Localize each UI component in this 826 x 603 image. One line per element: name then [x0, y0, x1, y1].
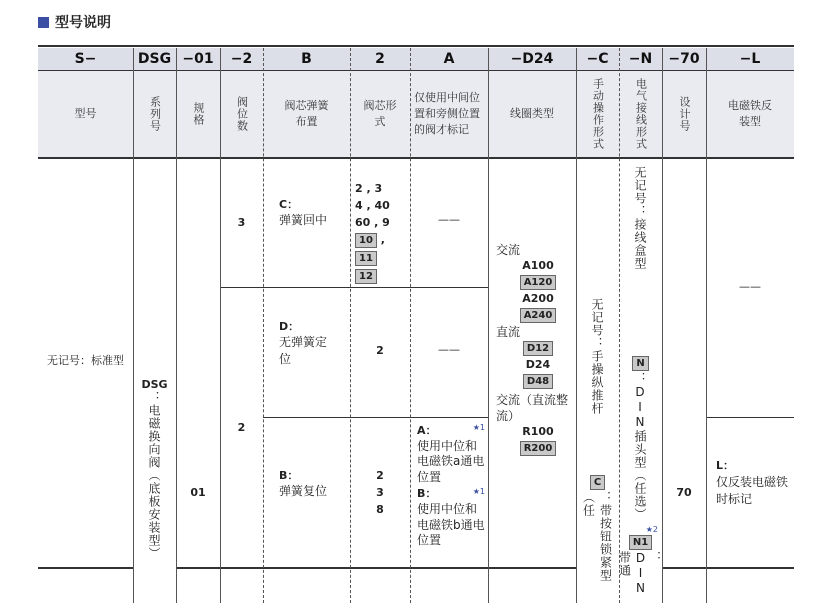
coil-d24: D24 [525, 358, 551, 371]
wiring-none: 无记号：接线盒型 [633, 166, 647, 270]
wiring-n1-star: ★2 [645, 525, 658, 534]
coil-d48: D48 [523, 374, 553, 389]
model-standard: 无记号：标准型 [47, 354, 124, 368]
section-title [38, 12, 111, 32]
coil-a240: A240 [520, 308, 557, 323]
spool-c-box-10: 10 [355, 233, 377, 248]
wiring-n1-desc: ：DIN带通 [617, 551, 663, 596]
header-label-spring: 阀芯弹簧布置 [263, 71, 350, 157]
manual-none: 无记号：手操纵推杆 [590, 298, 604, 415]
header-label-spool: 阀芯形式 [350, 71, 410, 157]
spring-c-desc: 弹簧回中 [279, 213, 328, 228]
header-code-model: S− [38, 48, 133, 70]
mark-a-star: ★1 [472, 423, 485, 432]
manual-c-box: C [590, 475, 605, 490]
header-label-wiring: 电气接线形式 [634, 78, 648, 150]
header-label-coil: 线圈类型 [488, 71, 576, 157]
coil-dc-label: 直流 [496, 325, 521, 339]
mark-b-code: B： [417, 487, 437, 501]
col-sep [706, 48, 707, 603]
col-sep [263, 48, 264, 603]
mark-b-desc: 使用中位和电磁铁b通电位置 [417, 501, 485, 548]
header-label-mark: 仅使用中间位置和旁侧位置的阀才标记 [410, 71, 488, 157]
header-label-model: 型号 [38, 71, 133, 157]
header-code-wiring: −N [619, 48, 662, 70]
spool-c-line2: 4 , 40 [355, 199, 390, 212]
header-code-spec: −01 [176, 48, 220, 70]
header-label-series: 系列号 [148, 96, 162, 132]
row-end-rule-mid [176, 567, 576, 569]
col-sep [176, 48, 177, 603]
row-divider-reverse [706, 417, 794, 418]
wiring-n-box: N [632, 356, 648, 371]
title-square-icon [38, 17, 49, 28]
reverse-l-desc: 仅反装电磁铁时标记 [716, 474, 789, 507]
row-end-rule-left [38, 567, 133, 569]
mark-d-dash: —— [438, 343, 460, 357]
reverse-dash: —— [739, 280, 761, 294]
header-code-design: −70 [662, 48, 706, 70]
col-sep [410, 48, 411, 603]
header-code-spool: 2 [350, 48, 410, 70]
spool-b-2: 3 [376, 486, 384, 499]
spool-c-line3: 60 , 9 [355, 216, 390, 229]
col-sep [488, 48, 489, 603]
design-number: 70 [676, 486, 692, 500]
spring-d-desc: 无弹簧定位 [279, 335, 328, 367]
series-desc: ：电磁换向阀（底板安装型） [147, 391, 161, 560]
mark-c-dash: —— [438, 213, 460, 227]
spec-value: 01 [190, 486, 206, 500]
row-end-rule-right [662, 567, 794, 569]
header-code-coil: −D24 [488, 48, 576, 70]
top-rule [38, 45, 794, 47]
positions-3: 3 [237, 216, 246, 230]
spool-b-1: 2 [376, 469, 384, 482]
header-label-positions: 阀位数 [235, 96, 249, 132]
col-sep [662, 48, 663, 603]
header-code-mark: A [410, 48, 488, 70]
wiring-n-desc: ：DIN插头型（任选） [633, 372, 647, 521]
positions-2: 2 [237, 421, 246, 435]
spool-c-line1: 2 , 3 [355, 182, 383, 195]
header-divider [38, 70, 794, 71]
spool-b-3: 8 [376, 503, 384, 516]
header-code-spring: B [263, 48, 350, 70]
col-sep [350, 48, 351, 603]
coil-a100: A100 [522, 259, 554, 272]
header-code-positions: −2 [220, 48, 263, 70]
series-code: DSG [141, 378, 168, 391]
header-code-manual: −C [576, 48, 619, 70]
row-divider-1 [220, 287, 488, 288]
mark-a-desc: 使用中位和电磁铁a通电位置 [417, 438, 485, 484]
coil-rectified-label: 交流（直流整流） [496, 393, 569, 423]
coil-a200: A200 [522, 292, 554, 305]
header-label-reverse: 电磁铁反装型 [706, 71, 794, 157]
reverse-l-code: L： [716, 459, 735, 472]
coil-ac-label: 交流 [496, 243, 521, 257]
spool-c-box-12: 12 [355, 269, 377, 284]
coil-d12: D12 [523, 341, 553, 356]
header-label-design: 设计号 [677, 96, 691, 132]
manual-c-desc: ：带按钮锁紧型（任 [581, 491, 613, 582]
spring-c-code: C： [279, 198, 299, 211]
spring-d-code: D： [279, 320, 300, 333]
header-label-manual: 手动操作形式 [591, 78, 605, 150]
coil-a120: A120 [520, 275, 557, 290]
section-title-text: 型号说明 [55, 15, 111, 31]
mark-b-star: ★1 [472, 487, 485, 497]
header-bottom-rule [38, 157, 794, 159]
spring-b-desc: 弹簧复位 [279, 484, 328, 499]
coil-r100: R100 [522, 425, 554, 438]
col-sep [220, 48, 221, 603]
spring-b-code: B： [279, 469, 299, 482]
spool-d: 2 [376, 344, 384, 358]
header-label-spec: 规格 [191, 102, 205, 126]
mark-a-code: A： [417, 424, 437, 437]
wiring-n1-box: N1 [629, 535, 652, 550]
header-code-series: DSG [133, 48, 176, 70]
row-divider-2 [263, 417, 488, 418]
spool-c-box-11: 11 [355, 251, 377, 266]
coil-r200: R200 [520, 441, 557, 456]
header-code-reverse: −L [706, 48, 794, 70]
